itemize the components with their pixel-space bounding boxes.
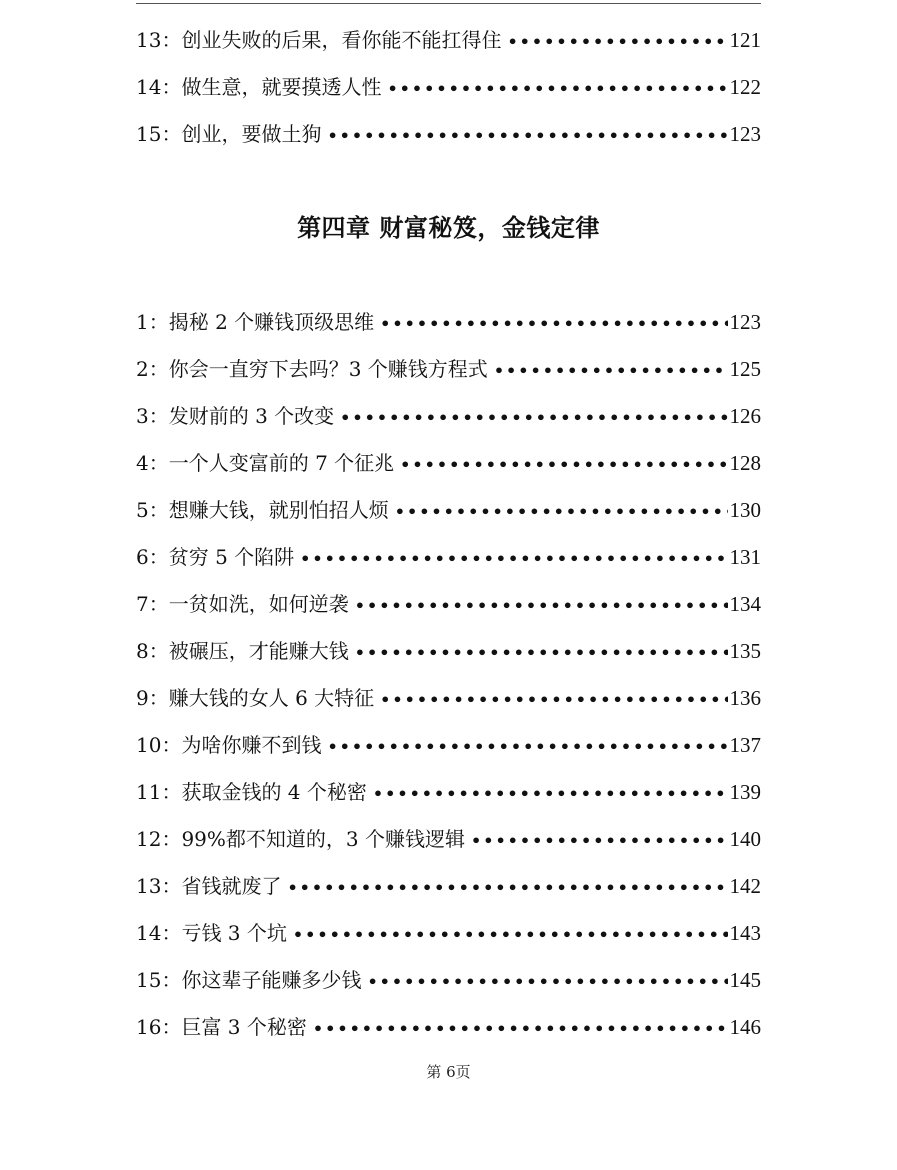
- toc-dot-leader: [340, 408, 727, 427]
- toc-entry-title: 14：亏钱 3 个坑: [136, 921, 287, 945]
- toc-entry[interactable]: [136, 447, 761, 494]
- toc-dot-leader: [355, 596, 728, 615]
- toc-entry[interactable]: [136, 823, 761, 870]
- toc-dot-leader: [494, 361, 728, 380]
- toc-entry-title: 13：创业失败的后果，看你能不能扛得住: [136, 28, 502, 52]
- toc-entry-title: 15：创业，要做土狗: [136, 122, 322, 146]
- toc-entry-title: 14：做生意，就要摸透人性: [136, 75, 382, 99]
- toc-entry-page: 146: [729, 1015, 761, 1039]
- toc-entry-page: 143: [729, 921, 761, 945]
- toc-entry-title: 2：你会一直穷下去吗？3 个赚钱方程式: [136, 357, 488, 381]
- page-number-footer: 第 6页: [426, 1063, 471, 1081]
- toc-entry[interactable]: [136, 306, 761, 353]
- top-rule: [136, 3, 761, 4]
- toc-entry[interactable]: [136, 400, 761, 447]
- toc-entry-page: 130: [729, 498, 761, 522]
- toc-entry[interactable]: [136, 24, 761, 71]
- toc-entry-page: 137: [729, 733, 761, 757]
- toc-entry[interactable]: [136, 870, 761, 917]
- toc-dot-leader: [313, 1019, 728, 1038]
- toc-entry-page: 123: [729, 122, 761, 146]
- toc-entry[interactable]: [136, 118, 761, 165]
- toc-entry-title: 9：赚大钱的女人 6 大特征: [136, 686, 375, 710]
- toc-entry-title: 4：一个人变富前的 7 个征兆: [136, 451, 395, 475]
- chapter-heading: 第四章 财富秘笈，金钱定律: [297, 214, 600, 242]
- toc-entry-title: 10：为啥你赚不到钱: [136, 733, 322, 757]
- toc-entry-title: 16：巨富 3 个秘密: [136, 1015, 307, 1039]
- toc-dot-leader: [367, 972, 727, 991]
- toc-entry-page: 140: [729, 827, 761, 851]
- toc-entry-title: 1：揭秘 2 个赚钱顶级思维: [136, 310, 375, 334]
- toc-entry-page: 142: [729, 874, 761, 898]
- previous-section-toc: [136, 24, 761, 165]
- toc-dot-leader: [327, 126, 727, 145]
- toc-entry-title: 13：省钱就废了: [136, 874, 282, 898]
- toc-entry-title: 15：你这辈子能赚多少钱: [136, 968, 362, 992]
- toc-entry[interactable]: [136, 729, 761, 776]
- toc-entry-page: 145: [729, 968, 761, 992]
- toc-entry[interactable]: [136, 494, 761, 541]
- toc-entry-title: 5：想赚大钱，就别怕招人烦: [136, 498, 389, 522]
- toc-entry[interactable]: [136, 1011, 761, 1058]
- toc-dot-leader: [400, 455, 727, 474]
- toc-entry-title: 7：一贫如洗，如何逆袭: [136, 592, 349, 616]
- toc-dot-leader: [380, 314, 727, 333]
- toc-entry-page: 136: [729, 686, 761, 710]
- toc-dot-leader: [380, 690, 727, 709]
- toc-entry-page: 125: [729, 357, 761, 381]
- toc-entry[interactable]: [136, 776, 761, 823]
- toc-entry-page: 126: [729, 404, 761, 428]
- toc-entry-page: 122: [729, 75, 761, 99]
- toc-dot-leader: [373, 784, 728, 803]
- toc-entry-page: 134: [729, 592, 761, 616]
- toc-entry[interactable]: [136, 917, 761, 964]
- toc-dot-leader: [355, 643, 728, 662]
- toc-entry-page: 131: [729, 545, 761, 569]
- toc-entry-page: 139: [729, 780, 761, 804]
- toc-dot-leader: [387, 79, 727, 98]
- toc-dot-leader: [471, 831, 728, 850]
- toc-entry[interactable]: [136, 541, 761, 588]
- toc-entry-title: 11：获取金钱的 4 个秘密: [136, 780, 367, 804]
- toc-entry[interactable]: [136, 635, 761, 682]
- toc-dot-leader: [507, 32, 727, 51]
- toc-entry-page: 128: [729, 451, 761, 475]
- toc-dot-leader: [395, 502, 728, 521]
- toc-dot-leader: [287, 878, 727, 897]
- toc-entry[interactable]: [136, 588, 761, 635]
- toc-dot-leader: [327, 737, 727, 756]
- toc-dot-leader: [293, 925, 728, 944]
- toc-entry-page: 123: [729, 310, 761, 334]
- toc-entry-title: 3：发财前的 3 个改变: [136, 404, 335, 428]
- toc-entry[interactable]: [136, 71, 761, 118]
- toc-entry[interactable]: [136, 964, 761, 1011]
- toc-entry-page: 121: [729, 28, 761, 52]
- chapter-toc: [136, 306, 761, 1058]
- toc-entry-title: 12：99%都不知道的，3 个赚钱逻辑: [136, 827, 465, 851]
- toc-entry-title: 6：贫穷 5 个陷阱: [136, 545, 295, 569]
- toc-entry[interactable]: [136, 682, 761, 729]
- toc-entry-page: 135: [729, 639, 761, 663]
- toc-dot-leader: [300, 549, 727, 568]
- toc-entry-title: 8：被碾压，才能赚大钱: [136, 639, 349, 663]
- toc-entry[interactable]: [136, 353, 761, 400]
